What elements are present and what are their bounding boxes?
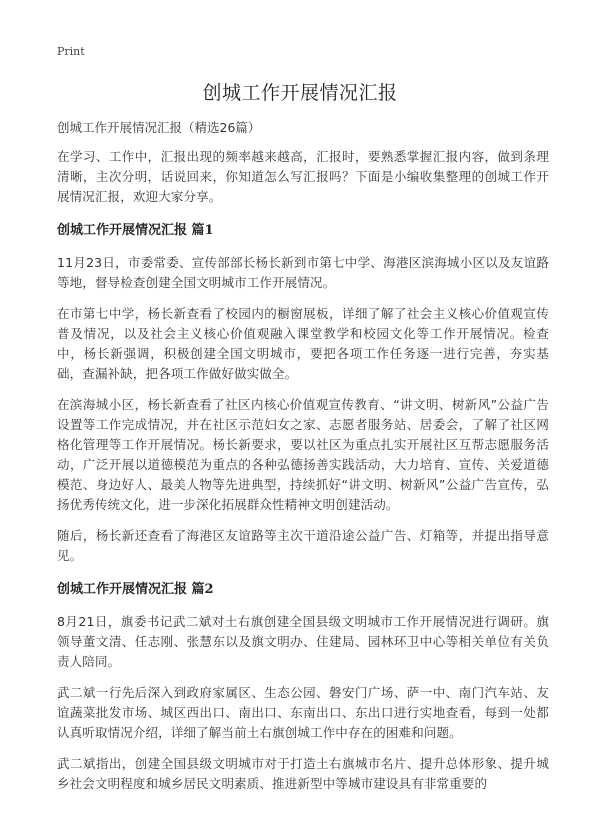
page-title: 创城工作开展情况汇报 bbox=[202, 82, 398, 104]
section-2 bbox=[57, 580, 549, 794]
paragraph: 武二斌指出，创建全国县级文明城市对于打造土右旗城市名片、提升总体形象、提升城乡社会文明程度和城乡居民文明素质、推进新型中等城市建设具有非常重要的 bbox=[57, 756, 549, 791]
intro-paragraph: 在学习、工作中，汇报出现的频率越来越高，汇报时，要熟悉掌握汇报内容，做到条理清晰，主次分明，话说回来，你知道怎么写汇报吗？下面是小编收集整理的创城工作开展情况汇报，欢迎大家分享。 bbox=[57, 149, 549, 204]
article-body bbox=[57, 118, 549, 805]
paragraph: 随后，杨长新还查看了海港区友谊路等主次干道沿途公益广告、灯箱等，并提出指导意见。 bbox=[57, 528, 549, 563]
document-subtitle: 创城工作开展情况汇报（精选26篇） bbox=[57, 120, 261, 135]
section-heading: 创城工作开展情况汇报 篇2 bbox=[57, 582, 214, 597]
section-heading: 创城工作开展情况汇报 篇1 bbox=[57, 223, 214, 238]
paragraph: 在滨海城小区，杨长新查看了社区内核心价值观宣传教育、“讲文明、树新风”公益广告设置等工作完成情况，并在社区示范妇女之家、志愿者服务站、居委会，了解了社区网格化管理等工作开展情况。杨长新要求，要以社区为重点扎实开展社区互帮志愿服务活动，广泛开展以道德模范为重点的各种弘德扬善实践活动，大力培育、宣传、关爱道德模范、身边好人、最美人物等先进典型，持续抓好“讲文明、树新风”公益广告宣传，弘扬优秀传统文化，进一步深化拓展群众性精神文明创建活动。 bbox=[57, 397, 549, 512]
paragraph: 8月21日，旗委书记武二斌对土右旗创建全国县级文明城市工作开展情况进行调研。旗领导董文清、任志刚、张慧东以及旗文明办、住建局、园林环卫中心等相关单位有关负责人陪同。 bbox=[57, 614, 549, 669]
paragraph: 武二斌一行先后深入到政府家属区、生态公园、磐安门广场、萨一中、南门汽车站、友谊蔬菜批发市场、城区西出口、南出口、东南出口、东出口进行实地查看，每到一处都认真听取情况介绍，详细了解当前土右旗创城工作中存在的困难和问题。 bbox=[57, 685, 549, 740]
paragraph: 11月23日，市委常委、宣传部部长杨长新到市第七中学、海港区滨海城小区以及友谊路等地，督导检查创建全国文明城市工作开展情况。 bbox=[57, 255, 549, 290]
paragraph: 在市第七中学，杨长新查看了校园内的橱窗展板，详细了解了社会主义核心价值观宣传普及情况，以及社会主义核心价值观融入课堂教学和校园文化等工作开展情况。检查中，杨长新强调，积极创建全国文明城市，要把各项工作任务逐一进行完善，夯实基础，查漏补缺，把各项工作做好做实做全。 bbox=[57, 306, 549, 381]
print-link[interactable]: Print bbox=[57, 45, 85, 58]
section-1 bbox=[57, 221, 549, 566]
